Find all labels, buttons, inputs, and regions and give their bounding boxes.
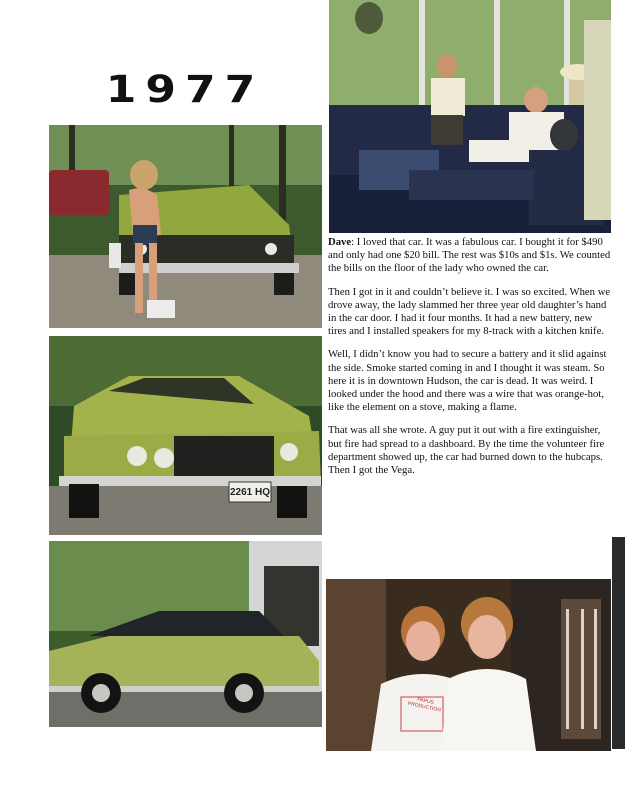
photo-two-young-men	[326, 579, 611, 751]
photo-car-front	[49, 336, 322, 535]
article-paragraph-3: Well, I didn’t know you had to secure a battery and it slid against the side. Smoke started coming in and I thought it was steam. So here it is in downtown Hudson, the car is dead. It was weird. I looked under the hood and there was a wire that was orange-hot, like the element on a stove, making a flame.	[328, 348, 607, 414]
article-text	[328, 236, 613, 487]
year-heading: 1977	[105, 67, 265, 112]
photo-edge-strip	[612, 537, 625, 749]
photo-sunroom	[329, 0, 611, 233]
speaker-name: Dave	[328, 236, 352, 248]
article-paragraph-1: Dave: I loved that car. It was a fabulous car. I bought it for $490 and only had one $20 bill. The rest was $10s and $1s. We counted the bills on the floor of the lady who owned the car.	[328, 236, 611, 275]
article-paragraph-2: Then I got in it and couldn’t believe it. I was so excited. When we drove away, the lady slammed her three year old daughter’s hand in the car door. I had it four months. It had a new battery, new tires and I installed speakers for my 8-track with a kitchen knife.	[328, 285, 611, 338]
license-plate: 2261 HQ	[229, 487, 271, 498]
shirt-print: PAPUS PRODUCTION	[407, 696, 442, 714]
article-paragraph-4: That was all she wrote. A guy put it out with a fire extinguisher, but fire had spread to a dashboard. By the time the volunteer fire department showed up, the car had burned down to the hubcaps. Then I got the Vega.	[328, 424, 605, 477]
photo-car-washing	[49, 125, 322, 328]
photo-car-side	[49, 541, 322, 727]
